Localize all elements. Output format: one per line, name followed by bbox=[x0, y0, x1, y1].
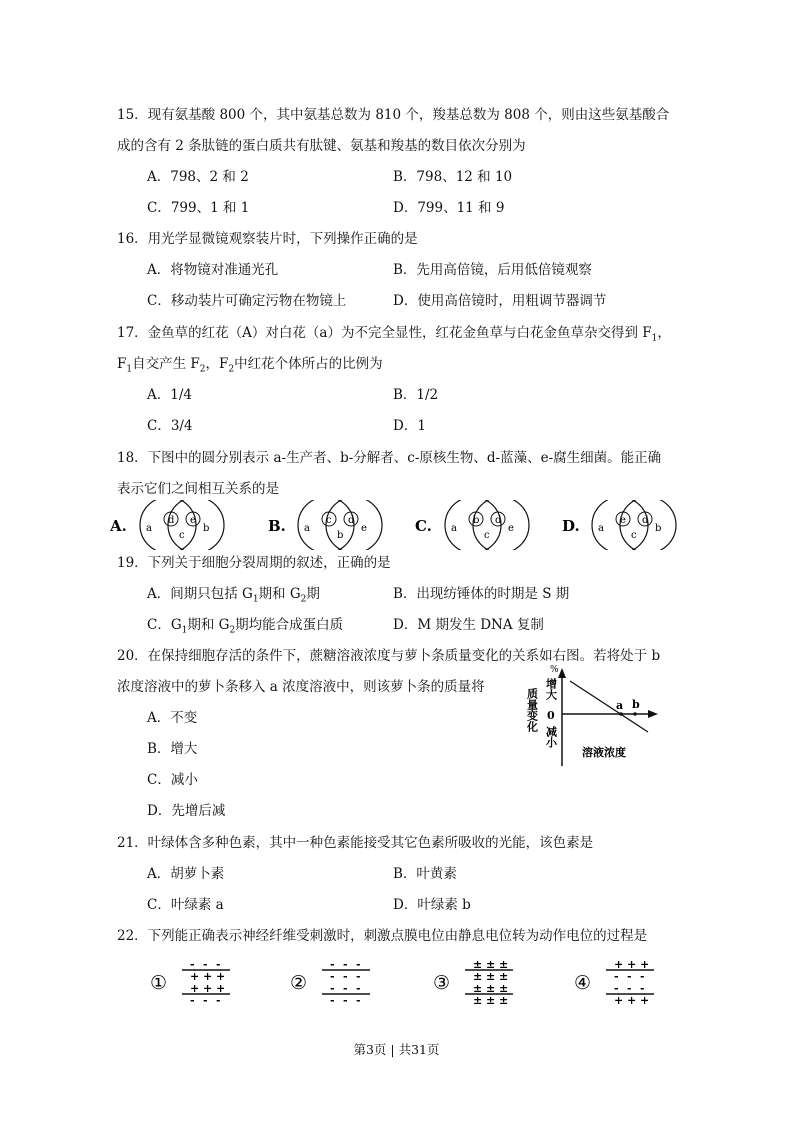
venn-label-outer-left: a bbox=[146, 523, 152, 534]
q20-stem-2: 浓度溶液中的萝卜条移入 a 浓度溶液中，则该萝卜条的质量将 bbox=[117, 679, 485, 695]
graph-zero-label: 0 bbox=[547, 709, 555, 722]
venn-option-d bbox=[562, 500, 676, 550]
graph-up-label: 增大 bbox=[544, 678, 558, 700]
q22-membrane-figures bbox=[140, 955, 660, 1010]
venn-label-inner-right: d bbox=[348, 515, 355, 526]
q19-stem: 19．下列关于细胞分裂周期的叙述，正确的是 bbox=[117, 555, 391, 571]
page-footer: 第3页 | 共31页 bbox=[353, 1042, 440, 1057]
charge-sign: + bbox=[190, 970, 200, 983]
q20-option-c: C．减小 bbox=[147, 772, 198, 788]
q18-stem-1: 18．下图中的圆分别表示 a-生产者、b-分解者、c-原核生物、d-蓝藻、e-腐生细菌。能正确 bbox=[117, 450, 662, 466]
q19-option-d: D．M 期发生 DNA 复制 bbox=[393, 617, 544, 633]
charge-sign: - bbox=[216, 958, 221, 971]
q19-option-b: B．出现纺锤体的时期是 S 期 bbox=[393, 586, 570, 602]
charge-sign: - bbox=[343, 994, 348, 1007]
charge-sign: ± bbox=[473, 970, 483, 983]
q15-option-c: C．799、1 和 1 bbox=[147, 200, 250, 216]
charge-sign: - bbox=[627, 970, 632, 983]
venn-label-inner-right: d bbox=[495, 515, 502, 526]
charge-sign: + bbox=[216, 982, 226, 995]
charge-sign: ± bbox=[473, 994, 483, 1007]
charge-sign: - bbox=[216, 994, 221, 1007]
charge-sign: + bbox=[640, 994, 650, 1007]
graph-x-label: 溶液浓度 bbox=[582, 746, 626, 759]
charge-sign: + bbox=[614, 958, 624, 971]
venn-label-outer-left: a bbox=[598, 523, 604, 534]
charge-sign: - bbox=[190, 994, 195, 1007]
q18-stem-2: 表示它们之间相互关系的是 bbox=[117, 481, 279, 497]
venn-option-a bbox=[110, 500, 224, 550]
q19-option-a: A．间期只包括 $G_1$期和 $G_2$期 bbox=[147, 586, 320, 605]
venn-label-outer-right: e bbox=[361, 523, 367, 534]
charge-sign: - bbox=[190, 958, 195, 971]
charge-sign: - bbox=[343, 970, 348, 983]
charge-sign: - bbox=[614, 982, 619, 995]
q21-option-a: A．胡萝卜素 bbox=[147, 866, 225, 882]
q20-stem-1: 20．在保持细胞存活的条件下，蔗糖溶液浓度与萝卜条质量变化的关系如右图。若将处于 b bbox=[117, 648, 661, 664]
charge-sign: ± bbox=[486, 982, 496, 995]
q16-option-a: A．将物镜对准通光孔 bbox=[147, 262, 279, 278]
charge-sign: - bbox=[640, 982, 645, 995]
graph-y-label: 质量变化 bbox=[525, 688, 539, 732]
q18-venn-diagrams bbox=[110, 500, 690, 550]
venn-label-middle: c bbox=[484, 530, 490, 541]
charge-sign: ± bbox=[473, 982, 483, 995]
q15-option-b: B．798、12 和 10 bbox=[393, 169, 513, 185]
venn-label-outer-left: a bbox=[304, 523, 310, 534]
venn-label-inner-right: d bbox=[642, 515, 649, 526]
q16-option-b: B．先用高倍镜，后用低倍镜观察 bbox=[393, 262, 592, 278]
venn-label-inner-left: d bbox=[168, 515, 175, 526]
venn-option-label: A. bbox=[110, 517, 127, 535]
charge-sign: + bbox=[627, 994, 637, 1007]
venn-label-outer-left: a bbox=[451, 523, 457, 534]
q17-option-d: D．1 bbox=[393, 418, 426, 434]
q15-stem-2: 成的含有 2 条肽链的蛋白质共有肽键、氨基和羧基的数目依次分别为 bbox=[117, 138, 526, 154]
charge-sign: ± bbox=[499, 970, 509, 983]
charge-sign: + bbox=[190, 982, 200, 995]
q15-option-a: A．798、2 和 2 bbox=[147, 169, 249, 185]
charge-sign: ± bbox=[486, 958, 496, 971]
q17-stem-2: $F_1$自交产生 $F_2$，$F_2$中红花个体所占的比例为 bbox=[117, 356, 383, 375]
charge-sign: - bbox=[356, 982, 361, 995]
q22-stem: 22．下列能正确表示神经纤维受刺激时，刺激点膜电位由静息电位转为动作电位的过程是 bbox=[117, 928, 648, 944]
venn-label-inner-left: e bbox=[620, 515, 626, 526]
graph-unit: % bbox=[550, 665, 559, 675]
venn-label-outer-right: b bbox=[655, 523, 662, 534]
q15-stem-1: 15．现有氨基酸 800 个，其中氨基总数为 810 个，羧基总数为 808 个，则由这些氨基酸合 bbox=[117, 107, 670, 123]
figure-number: ① bbox=[150, 972, 168, 994]
q20-graph bbox=[520, 662, 700, 767]
charge-sign: + bbox=[203, 982, 213, 995]
venn-label-middle: c bbox=[631, 530, 637, 541]
charge-sign: - bbox=[640, 970, 645, 983]
q17-stem-1: 17．金鱼草的红花（A）对白花（a）为不完全显性，红花金鱼草与白花金鱼草杂交得到 $F_1$， bbox=[117, 325, 671, 344]
venn-option-label: B. bbox=[268, 517, 286, 535]
point-b-label: b bbox=[632, 698, 640, 711]
venn-label-outer-right: b bbox=[203, 523, 210, 534]
venn-option-b bbox=[268, 500, 382, 550]
charge-sign: - bbox=[614, 970, 619, 983]
membrane-figure-1 bbox=[150, 958, 230, 1007]
charge-sign: - bbox=[627, 982, 632, 995]
charge-sign: ± bbox=[486, 994, 496, 1007]
charge-sign: - bbox=[203, 994, 208, 1007]
q17-option-b: B．1/2 bbox=[393, 387, 439, 403]
q19-option-c: C．$G_1$期和 $G_2$期均能合成蛋白质 bbox=[147, 617, 344, 636]
q21-option-d: D．叶绿素 b bbox=[393, 897, 471, 913]
charge-sign: - bbox=[203, 958, 208, 971]
charge-sign: ± bbox=[499, 958, 509, 971]
charge-sign: + bbox=[216, 970, 226, 983]
charge-sign: + bbox=[614, 994, 624, 1007]
charge-sign: - bbox=[343, 982, 348, 995]
charge-sign: + bbox=[627, 958, 637, 971]
venn-label-inner-right: e bbox=[190, 515, 196, 526]
venn-label-inner-left: b bbox=[473, 515, 480, 526]
point-a-label: a bbox=[616, 699, 624, 712]
venn-label-outer-right: e bbox=[508, 523, 514, 534]
q21-stem: 21．叶绿体含多种色素，其中一种色素能接受其它色素所吸收的光能，该色素是 bbox=[117, 835, 594, 851]
q21-option-c: C．叶绿素 a bbox=[147, 897, 224, 913]
q16-option-c: C．移动装片可确定污物在物镜上 bbox=[147, 293, 347, 309]
q15-option-d: D．799、11 和 9 bbox=[393, 200, 505, 216]
venn-label-inner-left: c bbox=[326, 515, 332, 526]
charge-sign: ± bbox=[499, 994, 509, 1007]
charge-sign: ± bbox=[499, 982, 509, 995]
q20-option-a: A．不变 bbox=[147, 710, 198, 726]
figure-number: ④ bbox=[574, 972, 592, 994]
q20-option-b: B．增大 bbox=[147, 741, 198, 757]
charge-sign: + bbox=[203, 970, 213, 983]
charge-sign: + bbox=[640, 958, 650, 971]
membrane-figure-4 bbox=[574, 958, 654, 1007]
charge-sign: - bbox=[356, 994, 361, 1007]
q20-option-d: D．先增后减 bbox=[147, 803, 226, 819]
q16-stem: 16．用光学显微镜观察装片时，下列操作正确的是 bbox=[117, 231, 418, 247]
charge-sign: ± bbox=[486, 970, 496, 983]
q16-option-d: D．使用高倍镜时，用粗调节器调节 bbox=[393, 293, 607, 309]
charge-sign: - bbox=[330, 958, 335, 971]
q21-option-b: B．叶黄素 bbox=[393, 866, 457, 882]
charge-sign: - bbox=[330, 982, 335, 995]
charge-sign: ± bbox=[473, 958, 483, 971]
figure-number: ② bbox=[290, 972, 308, 994]
charge-sign: - bbox=[356, 970, 361, 983]
q17-option-c: C．3/4 bbox=[147, 418, 193, 434]
venn-option-c bbox=[415, 500, 529, 550]
charge-sign: - bbox=[356, 958, 361, 971]
membrane-figure-3 bbox=[433, 958, 513, 1007]
charge-sign: - bbox=[330, 994, 335, 1007]
venn-label-middle: c bbox=[179, 530, 185, 541]
figure-number: ③ bbox=[433, 972, 451, 994]
charge-sign: - bbox=[343, 958, 348, 971]
venn-option-label: C. bbox=[415, 517, 432, 535]
charge-sign: - bbox=[330, 970, 335, 983]
venn-option-label: D. bbox=[562, 517, 580, 535]
q17-option-a: A．1/4 bbox=[147, 387, 192, 403]
venn-label-middle: b bbox=[337, 530, 344, 541]
graph-down-label: 减小 bbox=[544, 726, 558, 748]
membrane-figure-2 bbox=[290, 958, 370, 1007]
